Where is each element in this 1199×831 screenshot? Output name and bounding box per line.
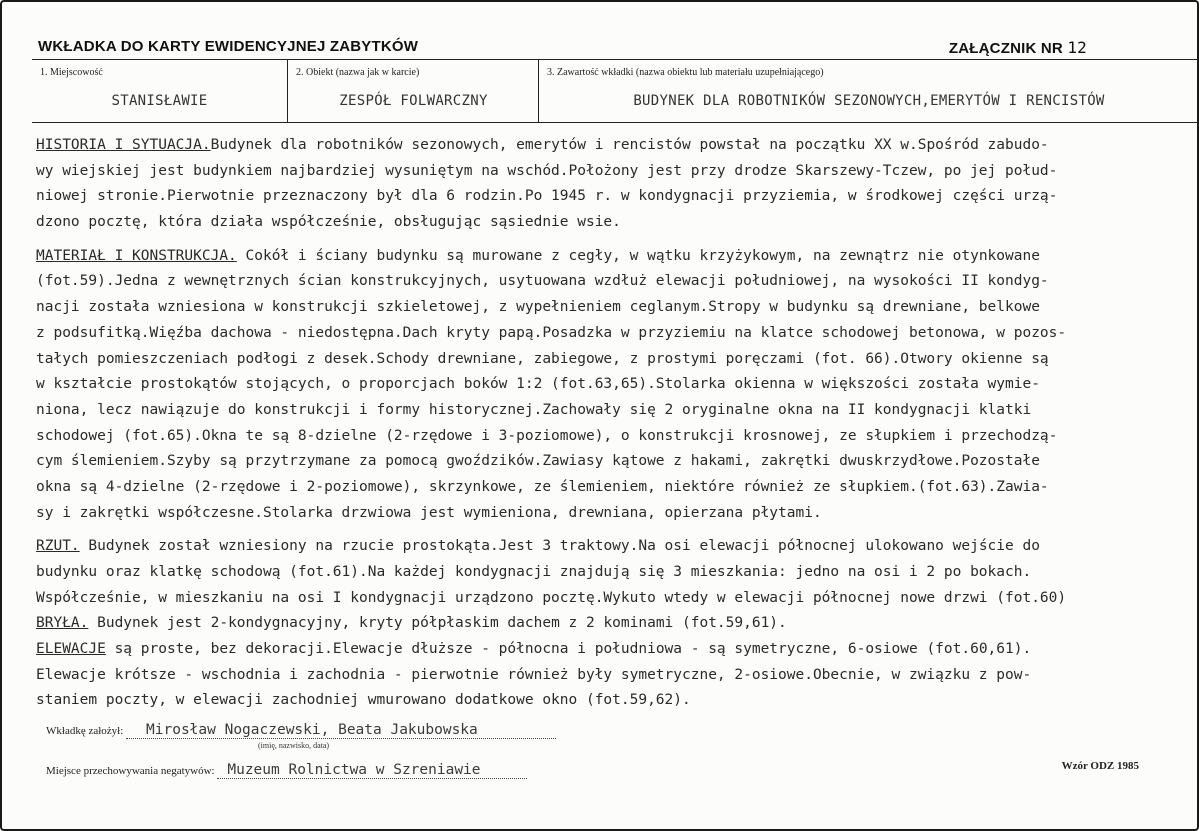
section-material [36,244,1196,527]
author-value: Mirosław Nogaczewski, Beata Jakubowska [126,722,556,739]
section-elewacje [36,637,1196,714]
field-contents-value: BUDYNEK DLA ROBOTNIKÓW SEZONOWYCH,EMERYTÓW I RENCISTÓW [633,93,1105,109]
text-line: Elewacje krótsze - wschodnia i zachodnia - pierwotnie również były symetryczne, 2-osiowe.Obecnie, w związku z pow- [36,666,1032,683]
section-heading: BRYŁA. [36,615,89,632]
field-object-label: 2. Obiekt (nazwa jak w karcie) [296,67,420,78]
text-line: niowej stronie.Pierwotnie przeznaczony był dla 6 rodzin.Po 1945 r. w kondygnacji przyziemia, w środkowej części urzą- [36,188,1058,205]
author-hint: (imię, nazwisko, data) [258,741,330,750]
field-locality [32,60,287,122]
section-historia [36,133,1196,236]
section-heading: HISTORIA I SYTUACJA. [36,137,211,153]
text-line: okna są 4-dzielne (2-rzędowe i 2-poziomowe), skrzynkowe, ze ślemieniem, niektóre również ze słupkiem.(fot.63).Zawia- [36,478,1049,495]
attachment-label: ZAŁĄCZNIK NR [948,40,1063,57]
text-line: w kształcie prostokątów stojących, o proporcjach boków 1:2 (fot.63,65).Stolarka okienna w większości została wymie- [36,376,1040,393]
section-heading: RZUT. [36,538,80,555]
text-line: sy i zakrętki współczesne.Stolarka drzwiowa jest wymieniona, drewniana, opierzana płytami. [36,504,822,521]
document-title: WKŁADKA DO KARTY EWIDENCYJNEJ ZABYTKÓW [38,38,419,55]
storage-row [46,762,527,779]
field-contents-label: 3. Zawartość wkładki (nazwa obiektu lub materiału uzupełniającego) [547,67,824,78]
author-row [46,722,556,739]
section-heading: ELEWACJE [36,641,106,658]
field-object-value: ZESPÓŁ FOLWARCZNY [339,93,488,109]
text-line-content: są proste, bez dekoracji.Elewacje dłuższe - północna i południowa - są symetryczne, 6-osiowe (fot.60,61). [105,641,1032,658]
author-label: Wkładkę założył: [46,725,124,737]
text-line: staniem poczty, w elewacji zachodniej wmurowano dodatkowe okno (fot.59,62). [36,692,691,709]
text-line-content: Budynek jest 2-kondygnacyjny, kryty półpłaskim dachem z 2 kominami (fot.59,61). [88,615,787,632]
field-object [287,60,539,122]
field-locality-value: STANISŁAWIE [111,93,208,109]
section-bryla [36,611,1196,637]
text-line: (fot.59).Jedna z wewnętrznych ścian konstrukcyjnych, usytuowana wzdłuż elewacji południowej, na wysokości II kondyg- [36,273,1049,290]
field-locality-label: 1. Miejscowość [40,67,103,78]
fields-table [32,59,1198,123]
text-line [36,637,1196,663]
attachment-number: 12 [1067,38,1087,57]
field-contents [538,60,1199,122]
text-line: z podsufitką.Więźba dachowa - niedostępna.Dach kryty papą.Posadzka w przyziemiu na klatce schodowej betonowa, w pozos- [36,324,1067,341]
text-line: nacji została wzniesiona w konstrukcji szkieletowej, z wypełnieniem ceglanym.Stropy w budynku są drewniane, belkowe [36,299,1040,316]
text-line-content: Budynek został wzniesiony na rzucie prostokąta.Jest 3 traktowy.Na osi elewacji północnej ulokowano wejście do [79,538,1040,555]
text-line: schodowej (fot.65).Okna te są 8-dzielne (2-rzędowe i 3-poziomowe), o konstrukcji krosnowej, ze słupkiem i przechodzą- [36,427,1058,444]
document-body [36,133,1196,722]
text-line: tałych pomieszczeniach podłogi z desek.Schody drewniane, zabiegowe, z prostymi poręczami (fot. 66).Otwory okienne są [36,350,1049,367]
text-line-content: Budynek dla robotników sezonowych, emerytów i rencistów powstał na początku XX w.Spośród zabudo- [210,137,1049,153]
section-heading: MATERIAŁ I KONSTRUKCJA. [36,247,237,264]
storage-value: Muzeum Rolnictwa w Szreniawie [217,762,527,779]
text-line: Współcześnie, w mieszkaniu na osi I kondygnacji urządzono pocztę.Wykuto wtedy w elewacji północnej nowe drzwi (fot.60) [36,589,1067,606]
text-line [36,244,1196,270]
form-code: Wzór ODZ 1985 [1061,760,1139,772]
text-line: wy wiejskiej jest budynkiem najbardziej wysuniętym na wschód.Położony jest przy drodze Skarszewy-Tczew, po jej połud- [36,162,1058,179]
storage-label: Miejsce przechowywania negatywów: [46,765,215,777]
text-line: budynku oraz klatkę schodową (fot.61).Na każdej kondygnacji znajdują się 3 mieszkania: jedno na osi i 2 po bokach. [36,564,1032,580]
text-line-content: Cokół i ściany budynku są murowane z cegły, w wątku krzyżykowym, na zewnątrz nie otynkowane [236,247,1040,264]
section-rzut [36,534,1196,611]
text-line [36,534,1196,560]
attachment-header [949,38,1087,57]
text-line [36,611,1196,637]
text-line: niona, lecz nawiązuje do konstrukcji i formy historycznej.Zachowały się 2 oryginalne okna na II kondygnacji klatki [36,401,1032,418]
text-line: dzono pocztę, która działa współcześnie, obsługując sąsiednie wsie. [36,214,621,231]
text-line [36,133,1196,159]
text-line: cym ślemieniem.Szyby są przytrzymane za pomocą gwoździków.Zawiasy kątowe z hakami, zakrętki dwuskrzydłowe.Pozostałe [36,453,1040,470]
